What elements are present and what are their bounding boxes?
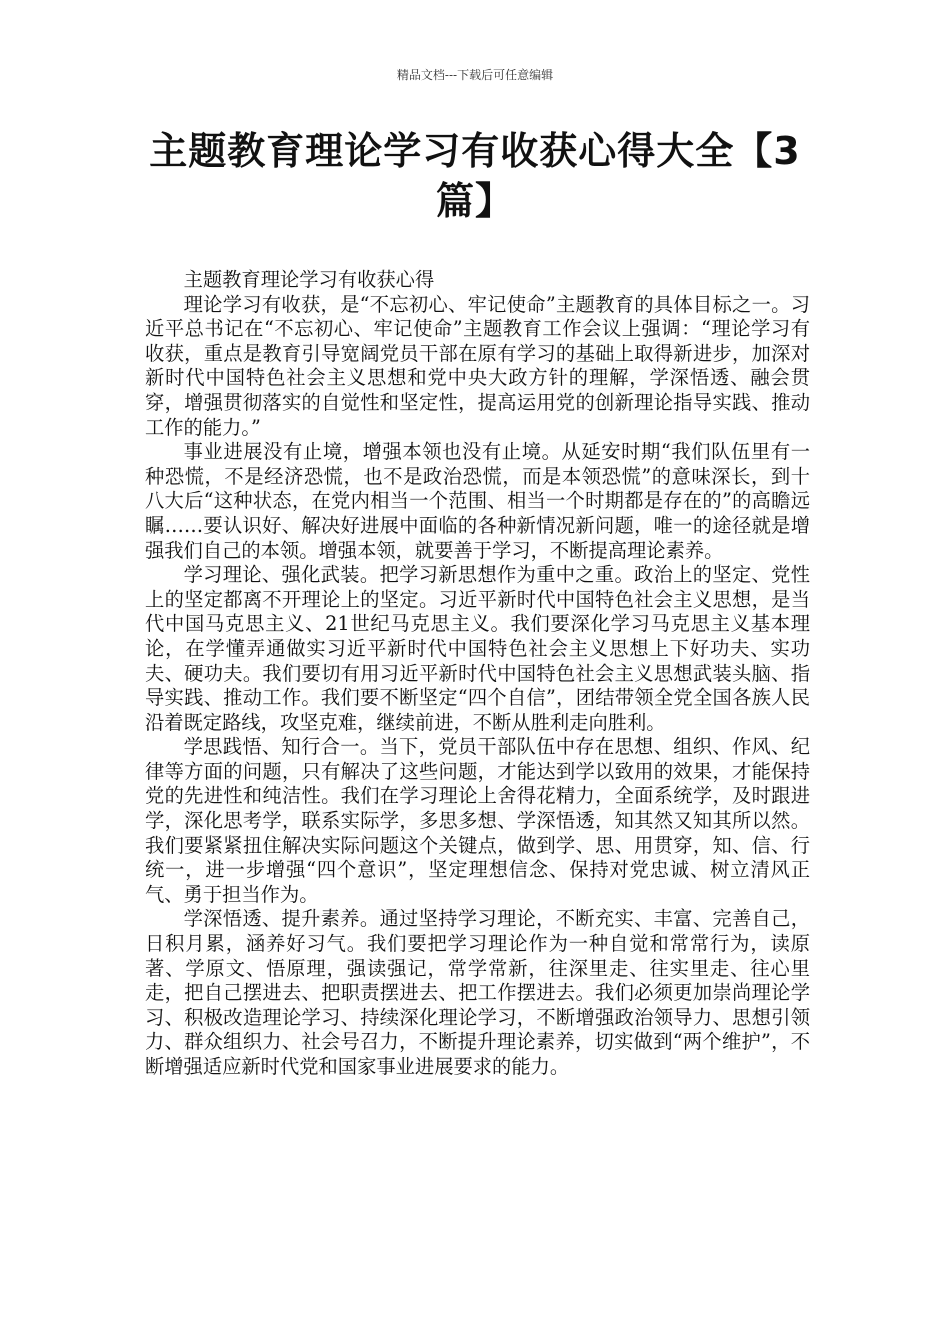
- paragraph: 学习理论、强化武装。把学习新思想作为重中之重。政治上的坚定、党性上的坚定都离不开理论上的坚定。习近平新时代中国特色社会主义思想，是当代中国马克思主义、21世纪马克思主义。我们要深化学习马克思主义基本理论，在学懂弄通做实习近平新时代中国特色社会主义思想上下好功夫、实功夫、硬功夫。我们要切有用习近平新时代中国特色社会主义思想武装头脑、指导实践、推动工作。我们要不断坚定“四个自信”，团结带领全党全国各族人民沿着既定路线，攻坚克难，继续前进，不断从胜利走向胜利。: [145, 563, 810, 734]
- header-note: 精品文档---下载后可任意编辑: [396, 68, 554, 82]
- paragraph: 学思践悟、知行合一。当下，党员干部队伍中存在思想、组织、作风、纪律等方面的问题，只有解决了这些问题，才能达到学以致用的效果，才能保持党的先进性和纯洁性。我们在学习理论上舍得花精力，全面系统学，及时跟进学，深化思考学，联系实际学，多思多想、学深悟透，知其然又知其所以然。我们要紧紧扭住解决实际问题这个关键点，做到学、思、用贯穿，知、信、行统一，进一步增强“四个意识”，坚定理想信念、保持对党忠诚、树立清风正气、勇于担当作为。: [145, 735, 810, 906]
- document-title: 主题教育理论学习有收获心得大全【3篇】: [149, 129, 801, 223]
- paragraph: 事业进展没有止境，增强本领也没有止境。从延安时期“我们队伍里有一种恐慌，不是经济恐慌，也不是政治恐慌，而是本领恐慌”的意味深长，到十八大后“这种状态，在党内相当一个范围、相当一个时期都是存在的”的高瞻远瞩……要认识好、解决好进展中面临的各种新情况新问题，唯一的途径就是增强我们自己的本领。增强本领，就要善于学习，不断提高理论素养。: [145, 440, 810, 562]
- paragraph: 学深悟透、提升素养。通过坚持学习理论，不断充实、丰富、完善自己，日积月累，涵养好习气。我们要把学习理论作为一种自觉和常常行为，读原著、学原文、悟原理，强读强记，常学常新，往深里走、往实里走、往心里走，把自己摆进去、把职责摆进去、把工作摆进去。我们必须更加崇尚理论学习、积极改造理论学习、持续深化理论学习，不断增强政治领导力、思想引领力、群众组织力、社会号召力，不断提升理论素养，切实做到“两个维护”，不断增强适应新时代党和国家事业进展要求的能力。: [145, 907, 810, 1078]
- section-heading: 主题教育理论学习有收获心得: [183, 268, 435, 291]
- document-body: [145, 268, 810, 1080]
- paragraph: 理论学习有收获，是“不忘初心、牢记使命”主题教育的具体目标之一。习近平总书记在“不忘初心、牢记使命”主题教育工作会议上强调：“理论学习有收获，重点是教育引导宽阔党员干部在原有学习的基础上取得新进步，加深对新时代中国特色社会主义思想和党中央大政方针的理解，学深悟透、融会贯穿，增强贯彻落实的自觉性和坚定性，提高运用党的创新理论指导实践、推动工作的能力。”: [145, 292, 810, 439]
